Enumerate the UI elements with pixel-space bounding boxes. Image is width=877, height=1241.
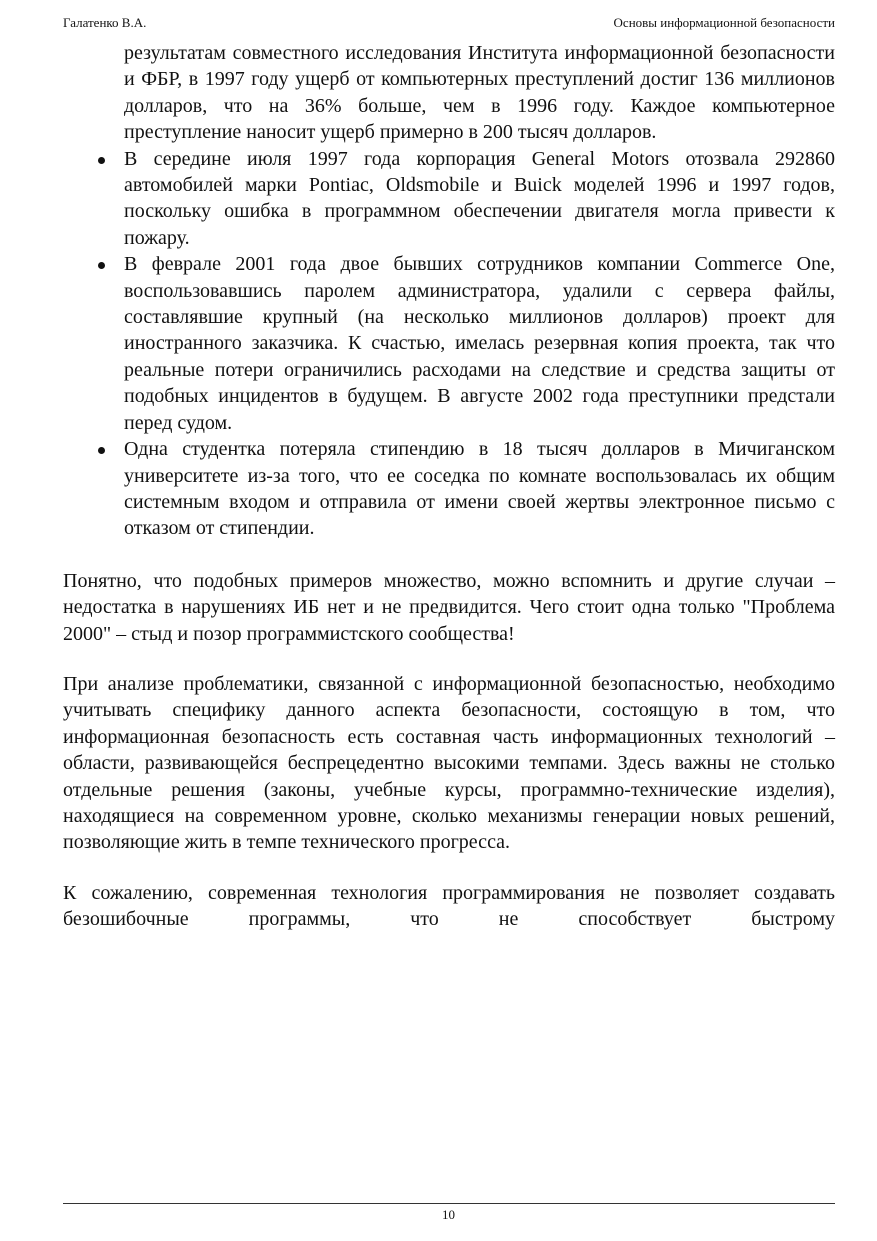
list-item-text: В феврале 2001 года двое бывших сотрудников компании Commerce One, воспользовавшись паролем администратора, удалили с сервера файлы, составлявшие крупный (на несколько миллионов долларов) проект для иностранного заказчика. К счастью, имелась резервная копия проекта, так что реальные потери ограничились расходами на следствие и средства защиты от подобных инцидентов в будущем. В августе 2002 года преступники предстали перед судом. xyxy=(124,253,835,434)
paragraph: При анализе проблематики, связанной с информационной безопасностью, необходимо учитывать специфику данного аспекта безопасности, состоящую в том, что информационная безопасность есть составная часть информационных технологий – области, развивающейся беспрецедентно высокими темпами. Здесь важны не столько отдельные решения (законы, учебные курсы, программно-технические изделия), находящиеся на современном уровне, сколько механизмы генерации новых решений, позволяющие жить в темпе технического прогресса. xyxy=(63,672,835,854)
bullet-list xyxy=(63,40,835,542)
list-item-text: В середине июля 1997 года корпорация General Motors отозвала 292860 автомобилей марки Pontiac, Oldsmobile и Buick моделей 1996 и 1997 годов, поскольку ошибка в программном обеспечении двигателя могла привести к пожару. xyxy=(124,147,835,249)
bullet-icon xyxy=(98,157,105,164)
page-header xyxy=(63,15,835,31)
page-body xyxy=(63,40,835,933)
paragraph: Понятно, что подобных примеров множество, можно вспомнить и другие случаи – недостатка в нарушениях ИБ нет и не предвидится. Чего стоит одна только "Проблема 2000" – стыд и позор программистского сообщества! xyxy=(63,569,835,645)
list-item xyxy=(124,436,835,542)
bullet-icon xyxy=(98,447,105,454)
list-item-text: Одна студентка потеряла стипендию в 18 тысяч долларов в Мичиганском университете из-за того, что ее соседка по комнате воспользовалась их общим системным входом и отправила от имени своей жертвы электронное письмо с отказом от стипендии. xyxy=(124,438,835,540)
list-item-continuation: результатам совместного исследования Института информационной безопасности и ФБР, в 1997 году ущерб от компьютерных преступлений достиг 136 миллионов долларов, что на 36% больше, чем в 1996 году. Каждое компьютерное преступление наносит ущерб примерно в 200 тысяч долларов. xyxy=(124,42,835,144)
list-item xyxy=(124,146,835,252)
header-author: Галатенко В.А. xyxy=(63,15,147,30)
list-item xyxy=(124,251,835,436)
footer-divider xyxy=(63,1203,835,1204)
bullet-icon xyxy=(98,262,105,269)
header-title: Основы информационной безопасности xyxy=(613,15,835,30)
paragraph: К сожалению, современная технология программирования не позволяет создавать безошибочные программы, что не способствует быстрому xyxy=(63,881,835,931)
page-number: 10 xyxy=(442,1207,455,1222)
